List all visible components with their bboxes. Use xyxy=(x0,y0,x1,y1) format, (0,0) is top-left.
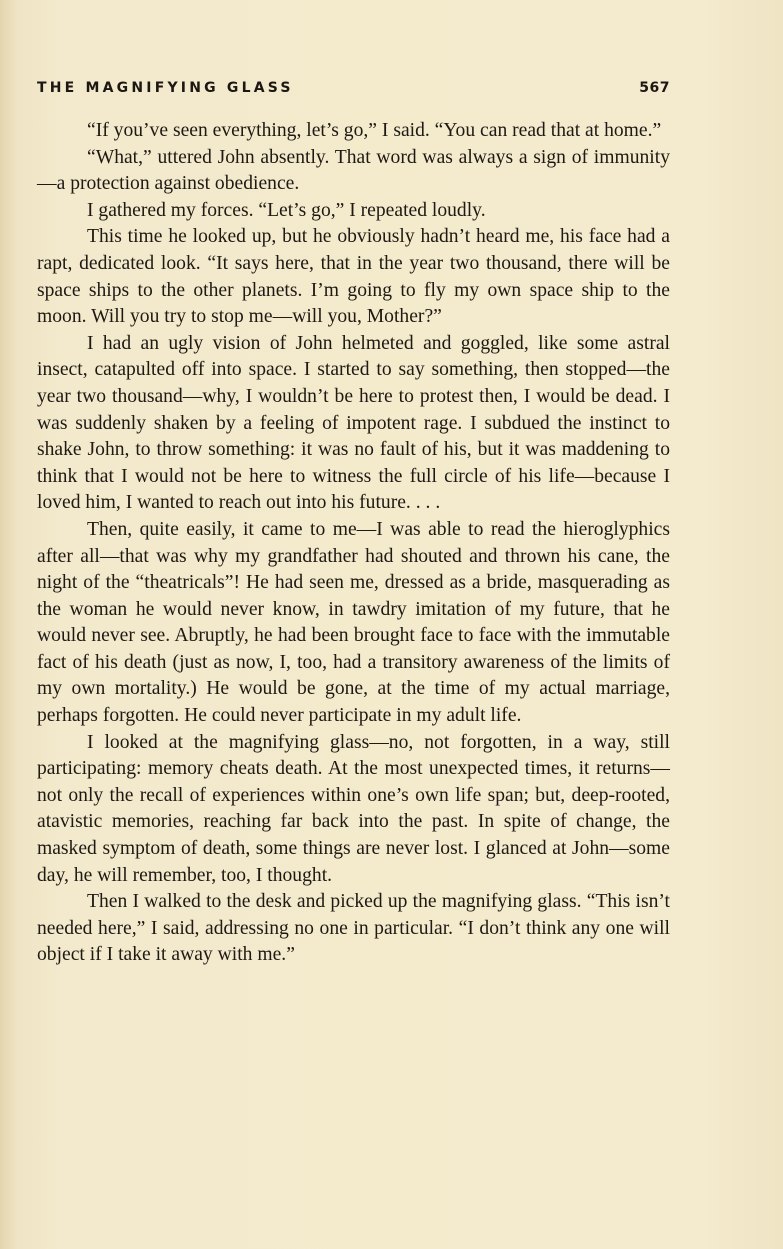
paragraph: Then I walked to the desk and picked up the magnifying glass. “This isn’t needed here,” I said, addressing no one in particular. “I don’t think any one will object if I take it away with me.” xyxy=(37,891,670,966)
paragraph: “If you’ve seen everything, let’s go,” I said. “You can read that at home.” xyxy=(87,120,662,141)
paragraph: I had an ugly vision of John helmeted and goggled, like some astral insect, catapulted off into space. I started to say something, then stopped—the year two thousand—why, I wouldn’t be here to protest then, I would be dead. I was suddenly shaken by a feeling of impotent rage. I subdued the instinct to shake John, to throw something: it was no fault of his, but it was maddening to think that I would not be here to witness the full circle of his life—because I loved him, I wanted to reach out into his future. . . . xyxy=(37,332,670,514)
paragraph: I looked at the magnifying glass—no, not forgotten, in a way, still participating: memory cheats death. At the most unexpected times, it returns—not only the recall of experiences within one’s own life span; but, deep-rooted, atavistic memories, reaching far back into the past. In spite of change, the masked symptom of death, some things are never lost. I glanced at John—some day, he will remember, too, I thought. xyxy=(37,731,670,886)
paragraph: I gathered my forces. “Let’s go,” I repeated loudly. xyxy=(87,199,486,221)
page-header xyxy=(37,80,670,100)
body-text xyxy=(37,118,670,969)
page-number: 567 xyxy=(639,80,670,96)
paragraph: This time he looked up, but he obviously hadn’t heard me, his face had a rapt, dedicated look. “It says here, that in the year two thousand, there will be space ships to the other planets. I’m going to fly my own space ship to the moon. Will you try to stop me—will you, Mother?” xyxy=(37,226,670,328)
paragraph: “What,” uttered John absently. That word was always a sign of immunity—a protection against obedience. xyxy=(37,146,670,195)
paragraph: Then, quite easily, it came to me—I was able to read the hieroglyphics after all—that was why my grandfather had shouted and thrown his cane, the night of the “theatricals”! He had seen me, dressed as a bride, masquerading as the woman he would never know, in tawdry imitation of my future, that he would never see. Abruptly, he had been brought face to face with the immutable fact of his death (just as now, I, too, had a transitory awareness of the limits of my own mortality.) He would be gone, at the time of my actual marriage, perhaps forgotten. He could never participate in my adult life. xyxy=(37,518,670,727)
running-head: THE MAGNIFYING GLASS xyxy=(37,80,294,96)
